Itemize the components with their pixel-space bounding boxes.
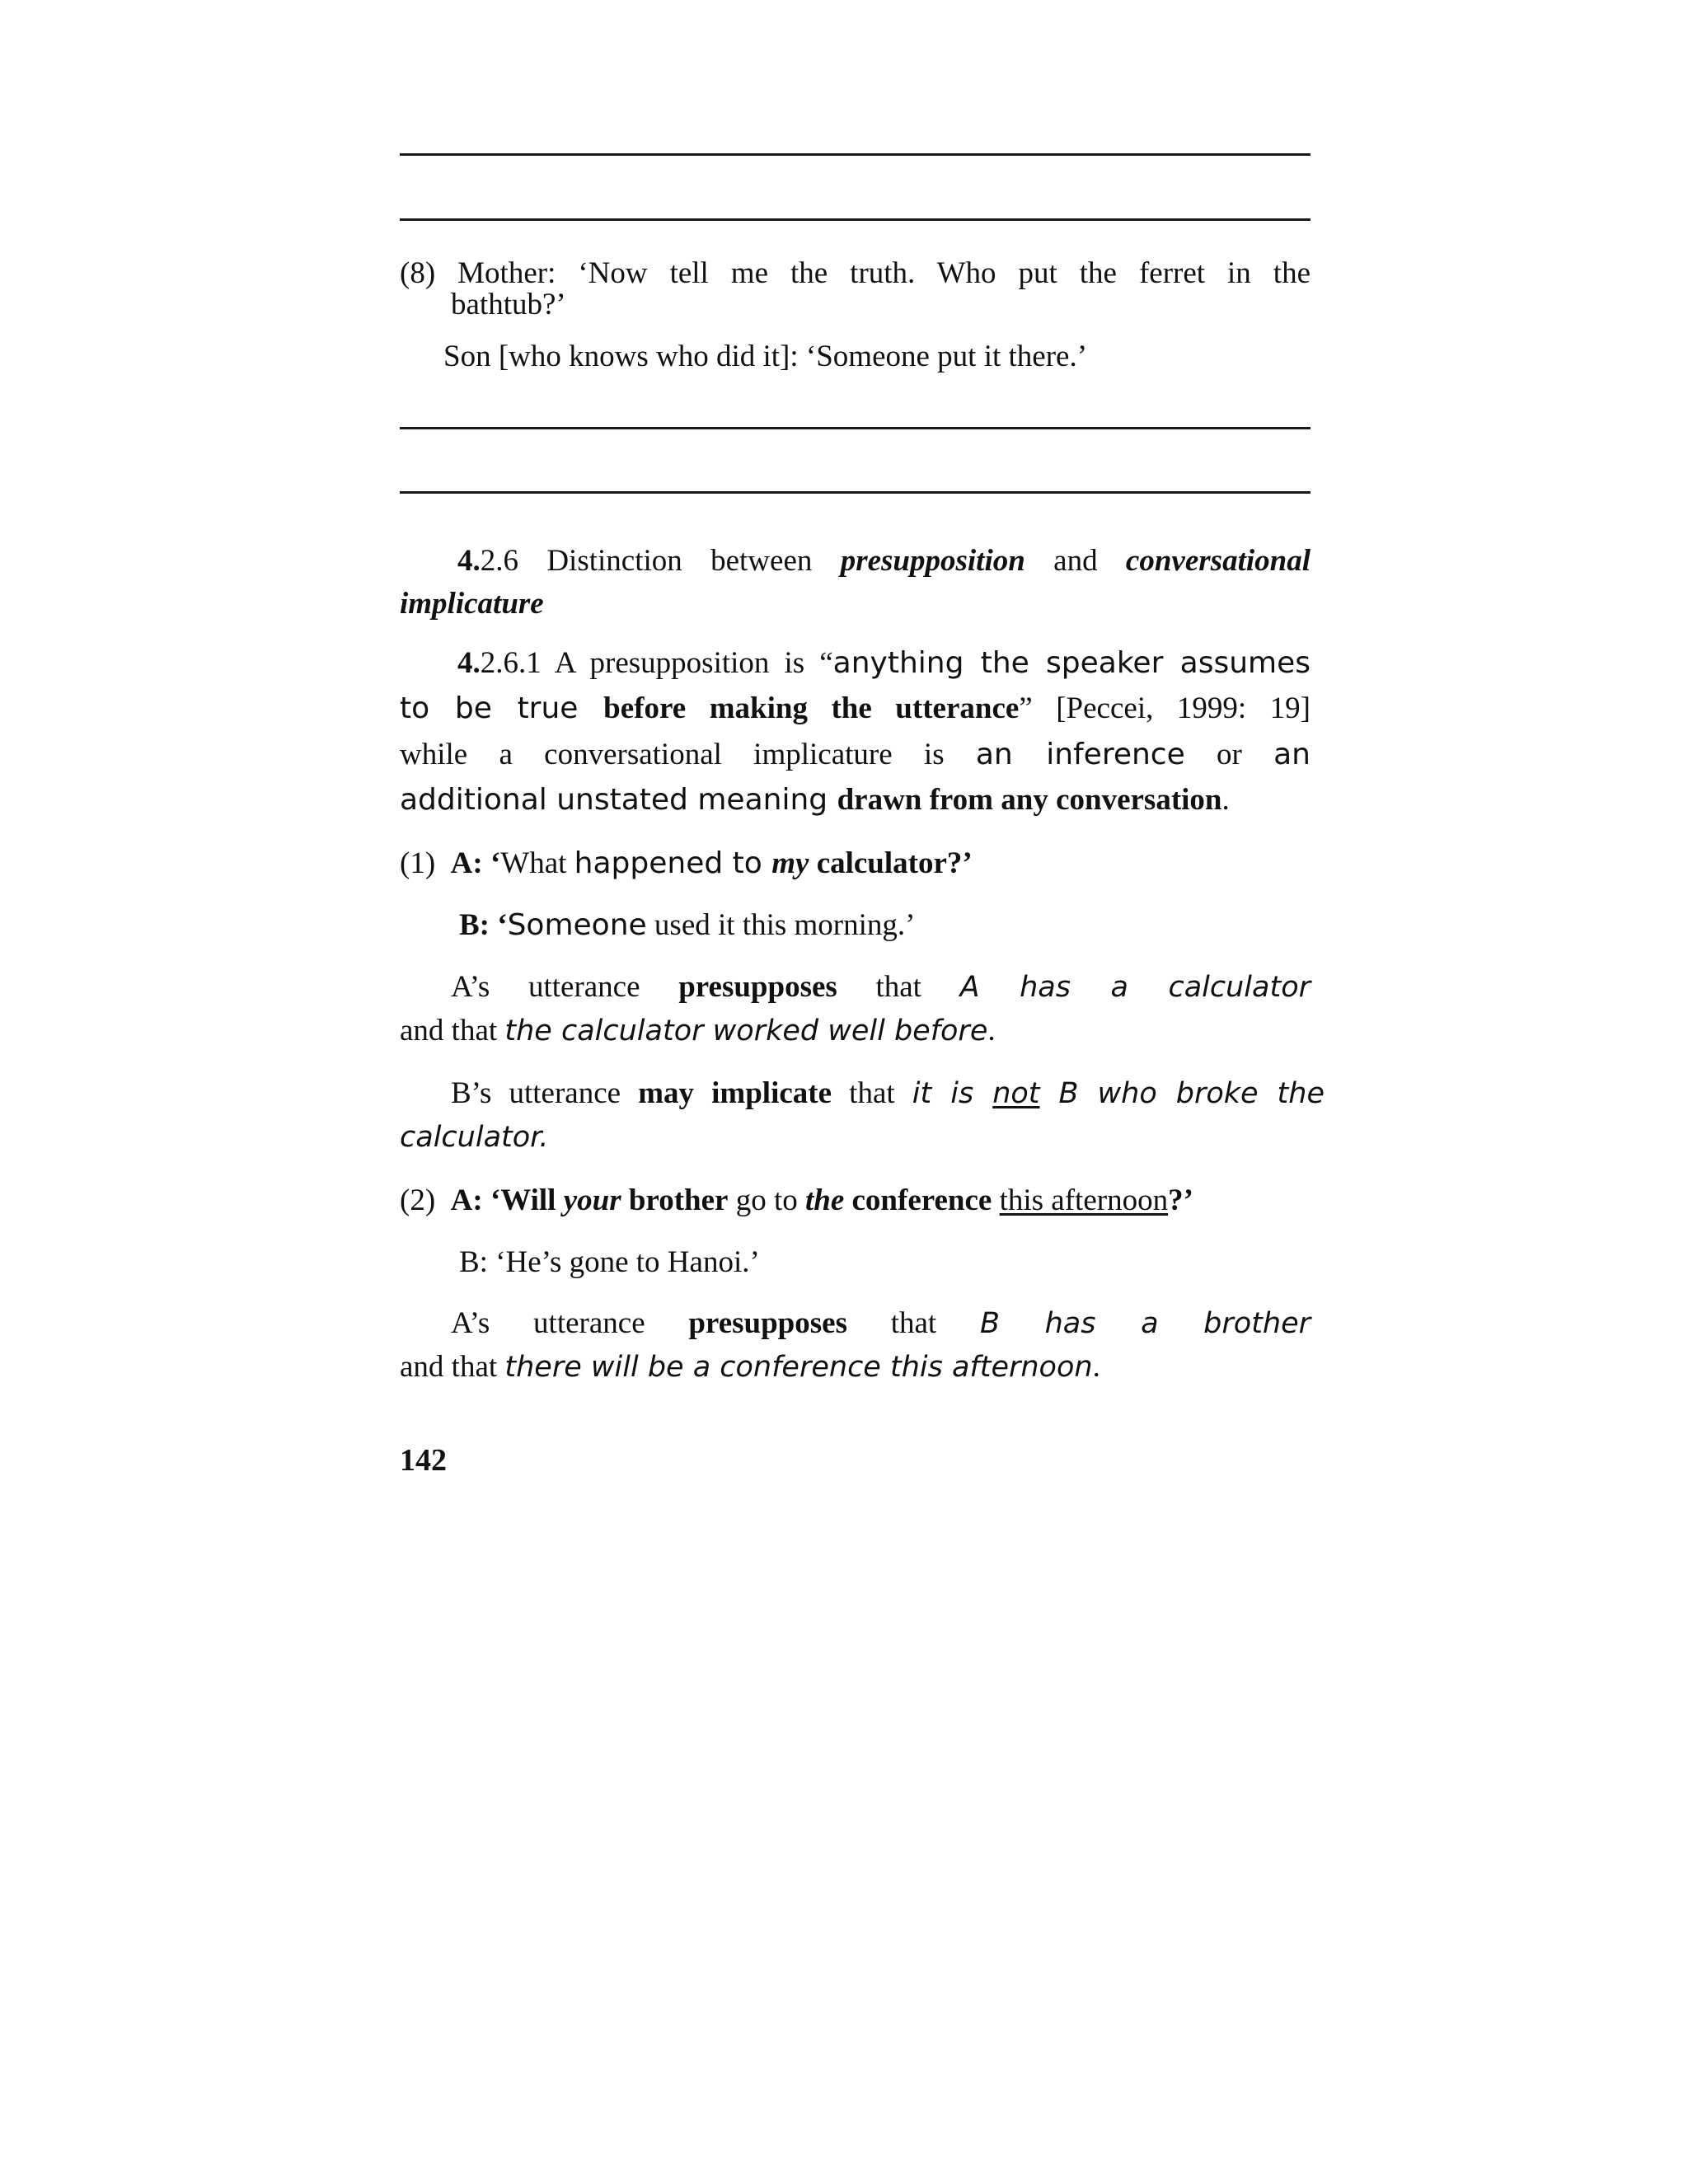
example-1-implicates: B’s utterance may implicate that it is not B who broke the bbox=[451, 1076, 1325, 1110]
answer-line-4 bbox=[400, 491, 1311, 494]
example-2-a: (2) A: ‘Will your brother go to the conference this afternoon?’ bbox=[400, 1183, 1193, 1217]
example-8-mother-cont: bathtub?’ bbox=[451, 288, 566, 321]
answer-line-2 bbox=[400, 218, 1311, 221]
definition-line-3: while a conversational implicature is an inference or an bbox=[400, 738, 1311, 771]
example-1-b: B: ‘Someone used it this morning.’ bbox=[459, 908, 916, 942]
section-heading: 4.2.6 Distinction between presupposition and conversational bbox=[457, 544, 1311, 578]
section-heading-cont: implicature bbox=[400, 587, 544, 621]
example-2-presupposes-cont: and that there will be a conference this afternoon. bbox=[400, 1350, 1100, 1384]
example-2-b: B: ‘He’s gone to Hanoi.’ bbox=[459, 1245, 760, 1279]
example-8-mother: (8) Mother: ‘Now tell me the truth. Who put the ferret in the bbox=[400, 256, 1311, 290]
definition-line-4: additional unstated meaning drawn from any conversation. bbox=[400, 783, 1230, 817]
example-1-presupposes: A’s utterance presupposes that A has a calculator bbox=[451, 970, 1311, 1004]
example-2-presupposes: A’s utterance presupposes that B has a brother bbox=[451, 1306, 1311, 1340]
answer-line-3 bbox=[400, 427, 1311, 429]
example-1-a: (1) A: ‘What happened to my calculator?’ bbox=[400, 846, 973, 880]
example-1-implicates-cont: calculator. bbox=[400, 1121, 549, 1154]
example-8-son: Son [who knows who did it]: ‘Someone put it there.’ bbox=[443, 340, 1088, 373]
answer-line-1 bbox=[400, 153, 1311, 156]
definition-line-2: to be true before making the utterance” [Peccei, 1999: 19] bbox=[400, 691, 1311, 725]
page-number: 142 bbox=[400, 1443, 447, 1478]
example-1-presupposes-cont: and that the calculator worked well before. bbox=[400, 1014, 996, 1047]
definition-line-1: 4.2.6.1 A presupposition is “anything the speaker assumes bbox=[457, 646, 1311, 680]
